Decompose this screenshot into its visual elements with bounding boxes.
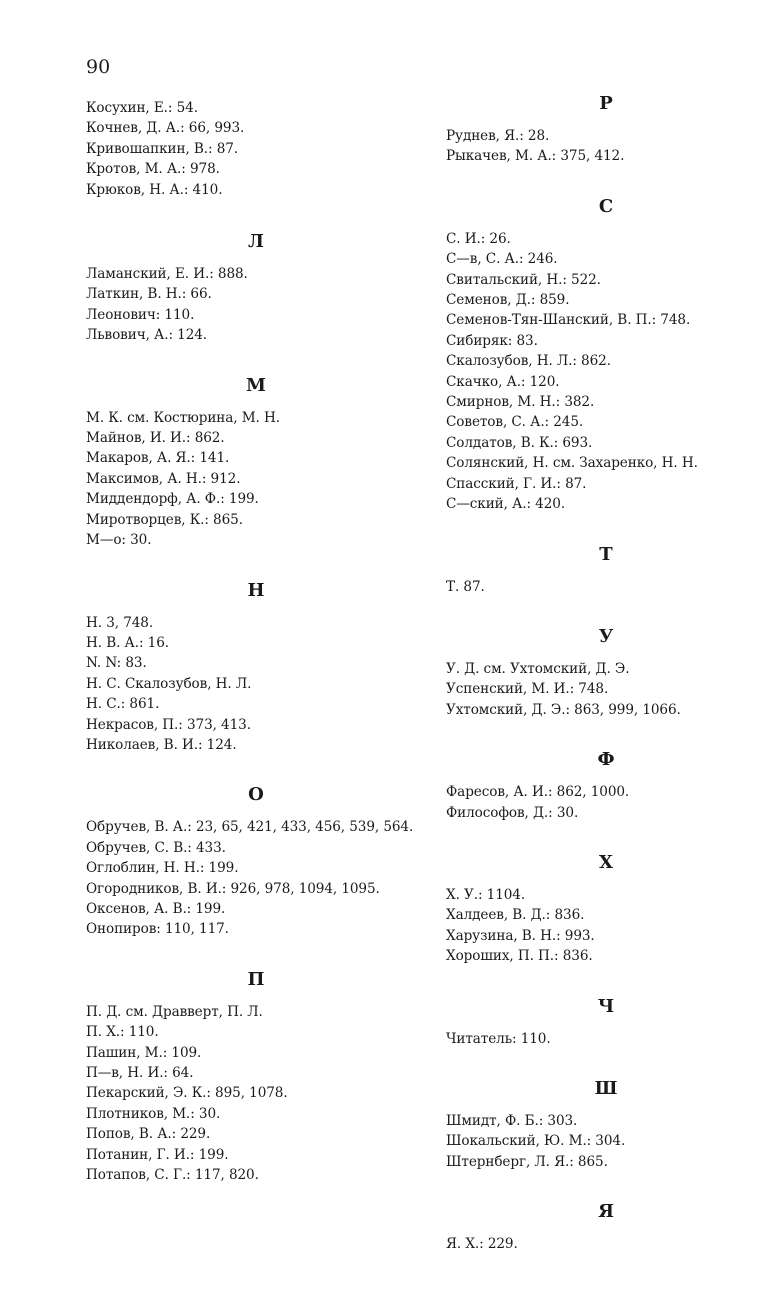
index-entry: Фаресов, А. И.: 862, 1000. <box>446 784 630 801</box>
section-letter: О <box>248 784 264 806</box>
index-entry: Львович, А.: 124. <box>86 327 208 344</box>
index-entry: Смирнов, М. Н.: 382. <box>446 394 595 411</box>
section-letter: П <box>247 968 265 990</box>
index-entry: Харузина, В. Н.: 993. <box>446 927 595 944</box>
index-entry: Онопиров: 110, 117. <box>86 921 229 938</box>
section-letter: Х <box>599 851 613 873</box>
index-entry: Н. В. А.: 16. <box>86 634 169 651</box>
section-n <box>86 577 426 756</box>
index-entry: Свитальский, Н.: 522. <box>446 271 601 288</box>
index-entry: Шокальский, Ю. М.: 304. <box>446 1133 626 1150</box>
index-entry: Я. Х.: 229. <box>446 1236 518 1253</box>
index-entry: Потапов, С. Г.: 117, 820. <box>86 1167 259 1184</box>
section-sh <box>446 1075 766 1172</box>
index-entry: Макаров, А. Я.: 141. <box>86 450 230 467</box>
index-entry: Пекарский, Э. К.: 895, 1078. <box>86 1085 288 1102</box>
index-entry: Плотников, М.: 30. <box>86 1105 221 1122</box>
index-entry: Николаев, В. И.: 124. <box>86 736 237 753</box>
index-entry: Халдеев, В. Д.: 836. <box>446 907 585 924</box>
index-entry: Философов, Д.: 30. <box>446 804 579 821</box>
index-entry: Латкин, В. Н.: 66. <box>86 286 212 303</box>
index-entry: Кротов, М. А.: 978. <box>86 161 220 178</box>
index-entry: П—в, Н. И.: 64. <box>86 1065 194 1081</box>
index-entry: Н. С.: 861. <box>86 696 160 713</box>
index-entry: Х. У.: 1104. <box>446 886 526 903</box>
section-letter: С <box>598 195 614 217</box>
section-letter: Т <box>599 543 613 565</box>
section-letter: Я <box>598 1201 614 1223</box>
index-entry: Семенов-Тян-Шанский, В. П.: 748. <box>446 312 691 329</box>
section-letter: Р <box>599 93 613 114</box>
section-letter: У <box>598 625 614 647</box>
index-entry: Руднев, Я.: 28. <box>446 128 550 144</box>
index-entry: Потанин, Г. И.: 199. <box>86 1146 229 1163</box>
index-entry: П. Д. см. Дравверт, П. Л. <box>86 1003 263 1020</box>
index-entry: Советов, С. А.: 245. <box>446 414 584 431</box>
index-entry: Шмидт, Ф. Б.: 303. <box>446 1112 578 1129</box>
index-entry: Штернберг, Л. Я.: 865. <box>446 1153 608 1170</box>
section-u <box>446 623 766 720</box>
index-entry: Некрасов, П.: 373, 413. <box>86 716 251 733</box>
index-entry: Скачко, А.: 120. <box>446 373 560 390</box>
section-p <box>86 966 426 1186</box>
section-r <box>446 90 766 167</box>
index-entry: Солянский, Н. см. Захаренко, Н. Н. <box>446 455 698 472</box>
top-entries <box>86 98 426 200</box>
section-ya <box>446 1198 766 1254</box>
index-entry: Майнов, И. И.: 862. <box>86 430 225 447</box>
index-entry: Обручев, С. В.: 433. <box>86 839 226 856</box>
left-column <box>86 98 426 1211</box>
index-entry: Спасский, Г. И.: 87. <box>446 475 587 492</box>
section-l <box>86 228 426 346</box>
index-entry: Косухин, Е.: 54. <box>86 100 198 116</box>
index-entry: Оксенов, А. В.: 199. <box>86 900 226 917</box>
index-entry: Скалозубов, Н. Л.: 862. <box>446 353 611 370</box>
index-entry: Т. 87. <box>446 578 485 595</box>
index-entry: N. N: 83. <box>86 655 147 672</box>
index-entry: Кривошапкин, В.: 87. <box>86 140 239 157</box>
section-letter: Л <box>248 231 264 253</box>
index-entry: Кочнев, Д. А.: 66, 993. <box>86 120 245 137</box>
section-o <box>86 781 426 939</box>
index-entry: Обручев, В. А.: 23, 65, 421, 433, 456, 539, 564. <box>86 819 414 836</box>
index-entry: Н. С. Скалозубов, Н. Л. <box>86 675 252 692</box>
section-ch <box>446 993 766 1049</box>
section-letter: М <box>246 374 266 396</box>
section-m <box>86 372 426 551</box>
index-entry: У. Д. см. Ухтомский, Д. Э. <box>446 660 630 677</box>
section-letter: Н <box>247 579 265 601</box>
index-entry: Миддендорф, А. Ф.: 199. <box>86 491 259 508</box>
index-entry: Сибиряк: 83. <box>446 332 538 349</box>
index-entry: Огородников, В. И.: 926, 978, 1094, 1095. <box>86 880 380 897</box>
index-entry: Ламанский, Е. И.: 888. <box>86 266 248 283</box>
index-entry: Ухтомский, Д. Э.: 863, 999, 1066. <box>446 701 681 718</box>
index-entry: Н. 3, 748. <box>86 614 154 631</box>
section-letter: Ф <box>597 749 615 771</box>
section-letter: Ч <box>597 995 615 1017</box>
index-entry: Попов, В. А.: 229. <box>86 1126 211 1143</box>
page-number: 90 <box>86 56 111 78</box>
section-s <box>446 193 766 515</box>
index-entry: Читатель: 110. <box>446 1030 551 1047</box>
index-entry: Миротворцев, К.: 865. <box>86 511 243 528</box>
section-f <box>446 746 766 823</box>
index-entry: Пашин, М.: 109. <box>86 1044 202 1061</box>
index-entry: Хороших, П. П.: 836. <box>446 948 593 965</box>
section-letter: Ш <box>594 1077 618 1099</box>
index-entry: С—в, С. А.: 246. <box>446 251 558 268</box>
section-t <box>446 541 766 597</box>
index-entry: Рыкачев, М. А.: 375, 412. <box>446 148 625 165</box>
right-column <box>446 93 766 1281</box>
index-entry: М—о: 30. <box>86 532 152 549</box>
index-entry: Семенов, Д.: 859. <box>446 292 570 309</box>
index-entry: Максимов, А. Н.: 912. <box>86 470 241 487</box>
index-entry: П. Х.: 110. <box>86 1024 159 1041</box>
index-entry: Успенский, М. И.: 748. <box>446 681 609 698</box>
section-kh <box>446 849 766 967</box>
index-entry: Леонович: 110. <box>86 306 195 323</box>
index-entry: М. К. см. Костюрина, М. Н. <box>86 409 280 426</box>
index-entry: С—ский, А.: 420. <box>446 496 566 513</box>
index-entry: Крюков, Н. А.: 410. <box>86 181 223 198</box>
index-entry: С. И.: 26. <box>446 230 511 247</box>
index-entry: Оглоблин, Н. Н.: 199. <box>86 860 239 877</box>
index-entry: Солдатов, В. К.: 693. <box>446 434 593 451</box>
